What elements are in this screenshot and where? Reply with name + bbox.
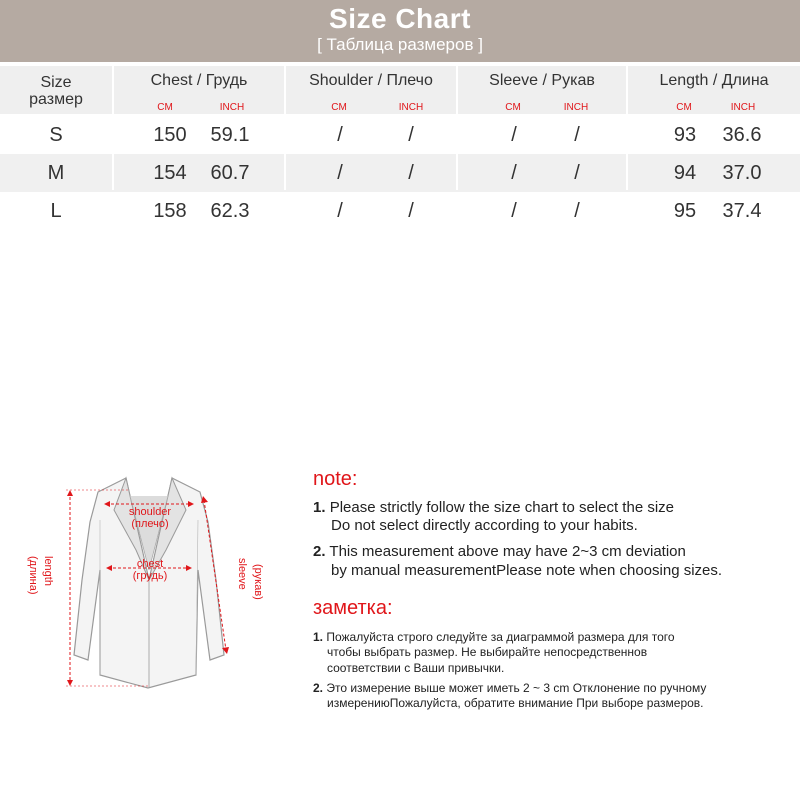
- sleeve-label-en: sleeve: [236, 558, 248, 590]
- banner-title: Size Chart: [329, 3, 471, 34]
- note-heading-en: note:: [313, 468, 358, 490]
- note-ru-number: 1.: [313, 630, 324, 644]
- chest-label-en: chest: [136, 558, 164, 570]
- sleeve-unit-cm: CM: [505, 102, 521, 113]
- length-arrow-top: [67, 490, 73, 496]
- chest-label: [130, 558, 170, 582]
- note-en-item-1-line2: Do not select directly according to your habits.: [331, 517, 638, 534]
- note-en-item-2-line2: by manual measurementPlease note when choosing sizes.: [331, 562, 723, 579]
- length-unit-cm: CM: [676, 102, 692, 113]
- chest-header-label: Chest / Грудь: [150, 72, 248, 89]
- length-label-en: length: [42, 556, 54, 586]
- chest-header-cell: [114, 66, 284, 114]
- column-divider: [456, 66, 458, 190]
- size-header-label-ru: размер: [29, 91, 83, 108]
- length-header-label: Length / Длина: [659, 72, 769, 89]
- chest-label-ru: (грудь): [132, 570, 168, 582]
- note-ru-item-1-line2: чтобы выбрать размер. Не выбирайте непосредственнов: [327, 645, 648, 659]
- note-ru-text: Это измерение выше может иметь 2 ~ 3 cm Отклонение по ручному: [326, 681, 707, 695]
- size-cell: M: [47, 162, 65, 184]
- size-cell: S: [49, 124, 63, 146]
- column-divider: [112, 66, 114, 190]
- chest-inch-cell: 60.7: [210, 162, 250, 184]
- length-arrow-bottom: [67, 680, 73, 686]
- chest-cm-cell: 150: [153, 124, 187, 146]
- note-en-item-1: [313, 499, 674, 516]
- banner-subtitle: [ Таблица размеров ]: [317, 35, 483, 54]
- size-chart-banner: [0, 0, 800, 62]
- length-unit-inch: INCH: [730, 102, 756, 113]
- note-en-item-2: [313, 543, 686, 560]
- sleeve-cm-cell: /: [511, 200, 517, 222]
- length-inch-cell: 36.6: [722, 124, 762, 146]
- note-en-text: Please strictly follow the size chart to select the size: [329, 499, 674, 516]
- column-divider: [284, 66, 286, 190]
- length-inch-cell: 37.4: [722, 200, 762, 222]
- note-en-number: 1.: [313, 499, 326, 516]
- size-header-cell: [0, 66, 112, 114]
- chest-inch-cell: 59.1: [210, 124, 250, 146]
- shoulder-inch-cell: /: [408, 200, 414, 222]
- note-en-text: This measurement above may have 2~3 cm deviation: [329, 543, 686, 560]
- shoulder-label-ru: (плечо): [131, 518, 169, 530]
- chest-cm-cell: 158: [153, 200, 187, 222]
- shoulder-unit-inch: INCH: [398, 102, 424, 113]
- note-ru-text: Пожалуйста строго следуйте за диаграммой размера для того: [326, 630, 675, 644]
- size-cell: L: [50, 200, 62, 222]
- note-ru-item-1: [313, 630, 675, 644]
- sleeve-header-label: Sleeve / Рукав: [489, 72, 595, 89]
- sleeve-inch-cell: /: [574, 162, 580, 184]
- length-inch-cell: 37.0: [722, 162, 762, 184]
- length-cm-cell: 94: [673, 162, 697, 184]
- jacket-measurement-diagram: [27, 470, 278, 705]
- sleeve-header-cell: [458, 66, 626, 114]
- shoulder-cm-cell: /: [337, 200, 343, 222]
- chest-unit-cm: CM: [157, 102, 173, 113]
- length-cm-cell: 93: [673, 124, 697, 146]
- note-en-number: 2.: [313, 543, 326, 560]
- chest-inch-cell: 62.3: [210, 200, 250, 222]
- chest-unit-inch: INCH: [219, 102, 245, 113]
- length-label-ru: (длина): [27, 556, 39, 595]
- shoulder-inch-cell: /: [408, 124, 414, 146]
- note-ru-number: 2.: [313, 681, 324, 695]
- sleeve-cm-cell: /: [511, 162, 517, 184]
- chest-cm-cell: 154: [153, 162, 187, 184]
- note-ru-item-2-line2: измерениюПожалуйста, обратите внимание При выборе размеров.: [327, 696, 704, 710]
- shoulder-cm-cell: /: [337, 162, 343, 184]
- sleeve-label-ru: (рукав): [252, 564, 264, 600]
- shoulder-inch-cell: /: [408, 162, 414, 184]
- length-header-cell: [628, 66, 800, 114]
- sleeve-arrow-top: [201, 496, 208, 503]
- shoulder-label: [124, 506, 176, 530]
- shoulder-header-label: Shoulder / Плечо: [309, 72, 433, 89]
- shoulder-cm-cell: /: [337, 124, 343, 146]
- sleeve-cm-cell: /: [511, 124, 517, 146]
- shoulder-header-cell: [286, 66, 456, 114]
- note-ru-item-1-line3: соответствии с Ваши привычки.: [327, 661, 505, 675]
- shoulder-unit-cm: CM: [331, 102, 347, 113]
- sleeve-unit-inch: INCH: [563, 102, 589, 113]
- size-header-label: Size: [40, 74, 72, 91]
- note-heading-ru: заметка:: [313, 597, 393, 619]
- column-divider: [626, 66, 628, 190]
- note-ru-item-2: [313, 681, 706, 695]
- sleeve-inch-cell: /: [574, 200, 580, 222]
- length-cm-cell: 95: [673, 200, 697, 222]
- shoulder-label-en: shoulder: [128, 506, 172, 518]
- sleeve-inch-cell: /: [574, 124, 580, 146]
